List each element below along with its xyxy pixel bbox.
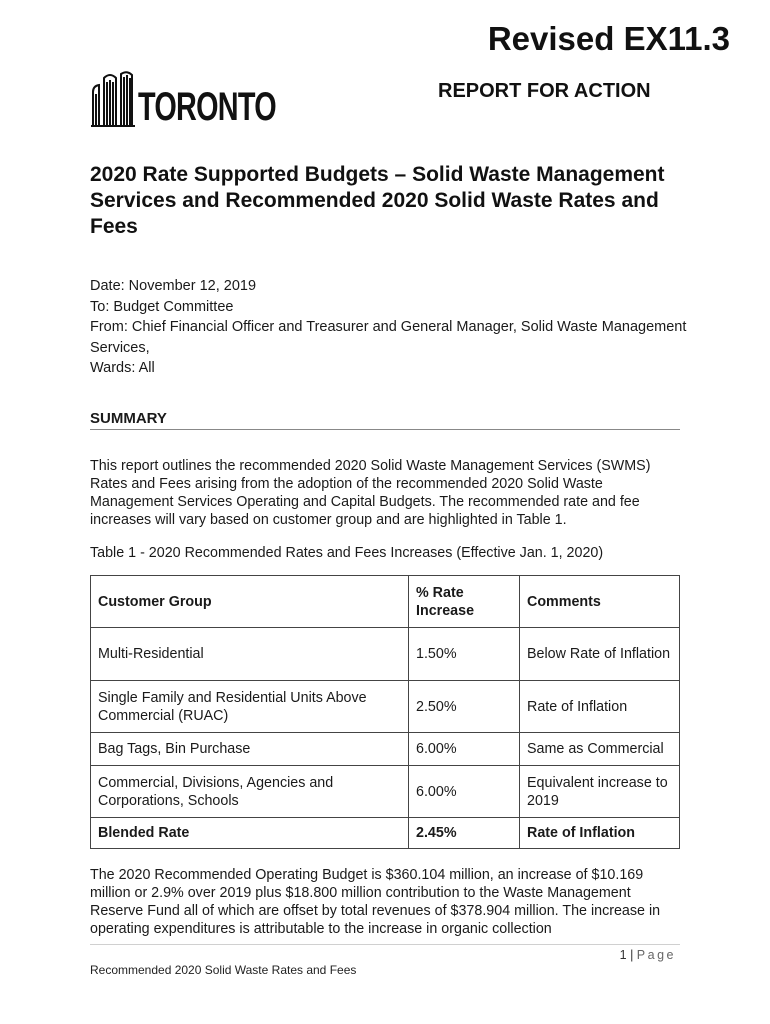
header-comments: Comments bbox=[520, 576, 680, 628]
summary-heading: SUMMARY bbox=[90, 410, 680, 430]
meta-wards: Wards: All bbox=[90, 360, 155, 376]
cell-rate: 6.00% bbox=[409, 766, 520, 818]
footer-title: Recommended 2020 Solid Waste Rates and Fees bbox=[90, 963, 357, 977]
cell-customer-group: Blended Rate bbox=[91, 818, 409, 849]
cell-comment: Same as Commercial bbox=[520, 733, 680, 766]
page-separator: | bbox=[626, 948, 637, 962]
cell-comment: Rate of Inflation bbox=[520, 681, 680, 733]
revised-label: Revised EX11.3 bbox=[487, 20, 730, 57]
document-title: 2020 Rate Supported Budgets – Solid Waste Management Services and Recommended 2020 Solid Waste Rates and Fees bbox=[90, 163, 665, 238]
table-row bbox=[91, 628, 680, 681]
table-caption: Table 1 - 2020 Recommended Rates and Fees Increases (Effective Jan. 1, 2020) bbox=[90, 545, 604, 561]
page-number-value: 1 bbox=[619, 948, 627, 962]
cell-customer-group: Commercial, Divisions, Agencies and Corporations, Schools bbox=[91, 766, 409, 818]
report-type: REPORT FOR ACTION bbox=[438, 80, 651, 102]
footer-divider bbox=[90, 944, 680, 945]
city-hall-icon bbox=[90, 70, 136, 128]
rates-table bbox=[90, 575, 680, 849]
table-row bbox=[91, 681, 680, 733]
cell-rate: 2.50% bbox=[409, 681, 520, 733]
summary-paragraph: This report outlines the recommended 2020 Solid Waste Management Services (SWMS) Rates and Fees arising from the adoption of the recommended 2020 Solid Waste Management Services Operating and Capital Budgets. The recommended rate and fee increases will vary based on customer group and are highlighted in Table 1. bbox=[90, 458, 651, 528]
cell-customer-group: Multi-Residential bbox=[91, 628, 409, 681]
header-customer-group: Customer Group bbox=[91, 576, 409, 628]
cell-customer-group: Bag Tags, Bin Purchase bbox=[91, 733, 409, 766]
toronto-logo bbox=[90, 68, 330, 128]
cell-rate: 2.45% bbox=[409, 818, 520, 849]
logo-wordmark: TORONTO bbox=[138, 85, 276, 129]
table-row-blended bbox=[91, 818, 680, 849]
cell-rate: 6.00% bbox=[409, 733, 520, 766]
header-rate-increase: % Rate Increase bbox=[409, 576, 520, 628]
table-row bbox=[91, 733, 680, 766]
table-row bbox=[91, 766, 680, 818]
page-number bbox=[620, 948, 676, 962]
table-header-row bbox=[91, 576, 680, 628]
cell-comment: Equivalent increase to 2019 bbox=[520, 766, 680, 818]
report-meta bbox=[90, 276, 690, 379]
meta-date: Date: November 12, 2019 bbox=[90, 278, 257, 294]
cell-rate: 1.50% bbox=[409, 628, 520, 681]
cell-comment: Rate of Inflation bbox=[520, 818, 680, 849]
meta-to: To: Budget Committee bbox=[90, 298, 234, 315]
page-word: Page bbox=[636, 948, 676, 962]
cell-customer-group: Single Family and Residential Units Above Commercial (RUAC) bbox=[91, 681, 409, 733]
cell-comment: Below Rate of Inflation bbox=[520, 628, 680, 681]
budget-paragraph: The 2020 Recommended Operating Budget is $360.104 million, an increase of $10.169 million or 2.9% over 2019 plus $18.800 million contribution to the Waste Management Reserve Fund all of which are offset by total revenues of $378.904 million. The increase in operating expenditures is attributable to the increase in organic collection bbox=[90, 867, 661, 937]
meta-from: From: Chief Financial Officer and Treasurer and General Manager, Solid Waste Management Services, bbox=[90, 319, 687, 356]
